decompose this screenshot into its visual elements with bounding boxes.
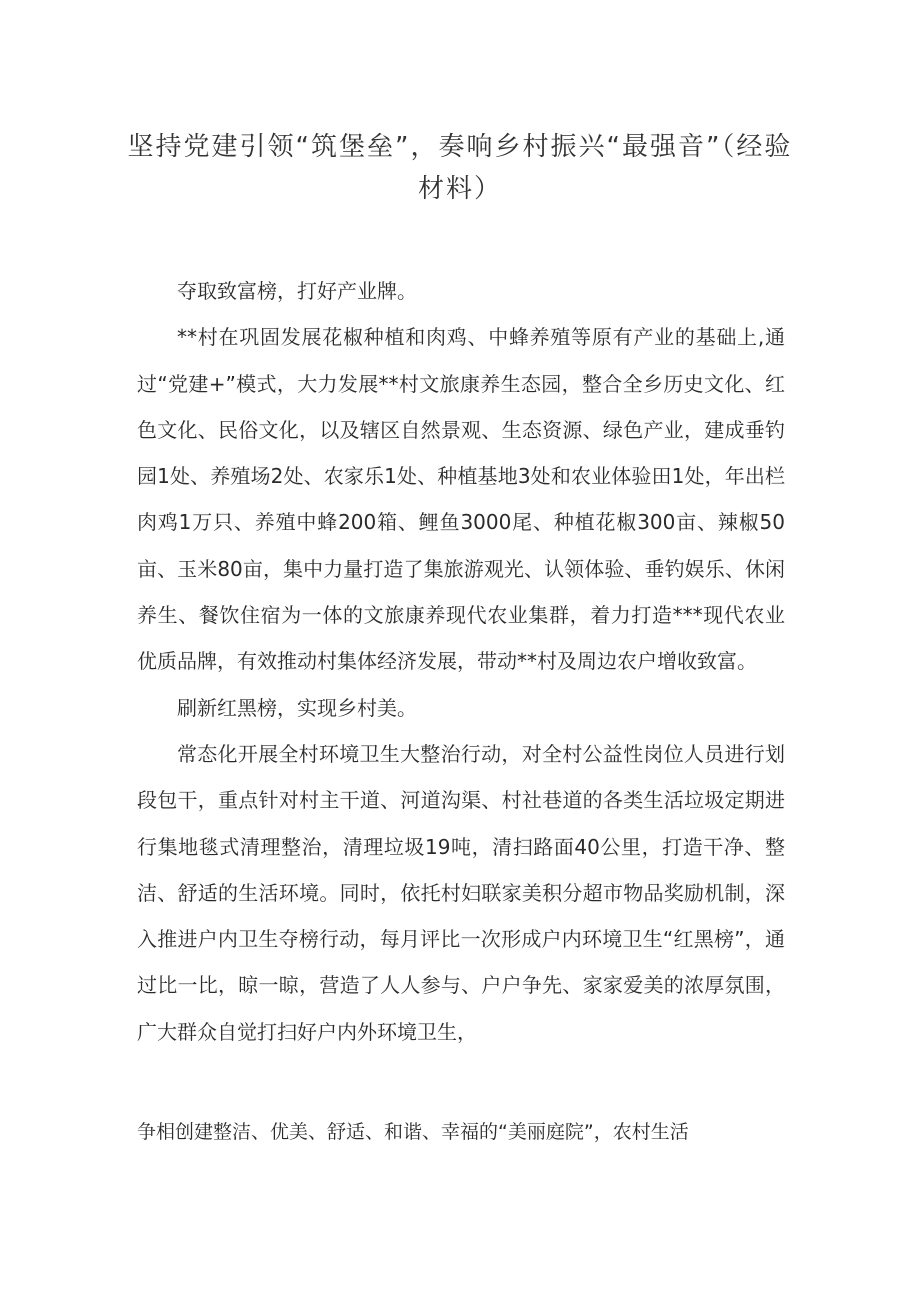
document-body (137, 268, 785, 1055)
paragraph-environment: 常态化开展全村环境卫生大整治行动，对全村公益性岗位人员进行划段包干，重点针对村主干道、河道沟渠、村社巷道的各类生活垃圾定期进行集地毯式清理整治，清理垃圾19吨，清扫路面40公里，打造干净、整洁、舒适的生活环境。同时，依托村妇联家美积分超市物品奖励机制，深入推进户内卫生夺榜行动，每月评比一次形成户内环境卫生“红黑榜”，通过比一比，晾一晾，营造了人人参与、户户争先、家家爱美的浓厚氛围，广大群众自觉打扫好户内外环境卫生， (137, 741, 785, 1044)
section-heading-industry: 夺取致富榜，打好产业牌。 (177, 279, 417, 303)
paragraph-industry: **村在巩固发展花椒种植和肉鸡、中蜂养殖等原有产业的基础上,通过“党建+”模式，大力发展**村文旅康养生态园，整合全乡历史文化、红色文化、民俗文化，以及辖区自然景观、生态资源、绿色产业，建成垂钓园1处、养殖场2处、农家乐1处、种植基地3处和农业体验田1处，年出栏肉鸡1万只、养殖中蜂200箱、鲤鱼3000尾、种植花椒300亩、辣椒50亩、玉米80亩，集中力量打造了集旅游观光、认领体验、垂钓娱乐、休闲养生、餐饮住宿为一体的文旅康养现代农业集群，着力打造***现代农业优质品牌，有效推动村集体经济发展，带动**村及周边农户增收致富。 (137, 325, 785, 674)
document-title: 坚持党建引领“筑堡垒”，奏响乡村振兴“最强音”（经验材料） (127, 132, 793, 204)
paragraph-continuation-line: 争相创建整洁、优美、舒适、和谐、幸福的“美丽庭院”，农村生活 (137, 1121, 689, 1143)
section-heading-village-beauty: 刷新红黑榜，实现乡村美。 (177, 695, 417, 720)
